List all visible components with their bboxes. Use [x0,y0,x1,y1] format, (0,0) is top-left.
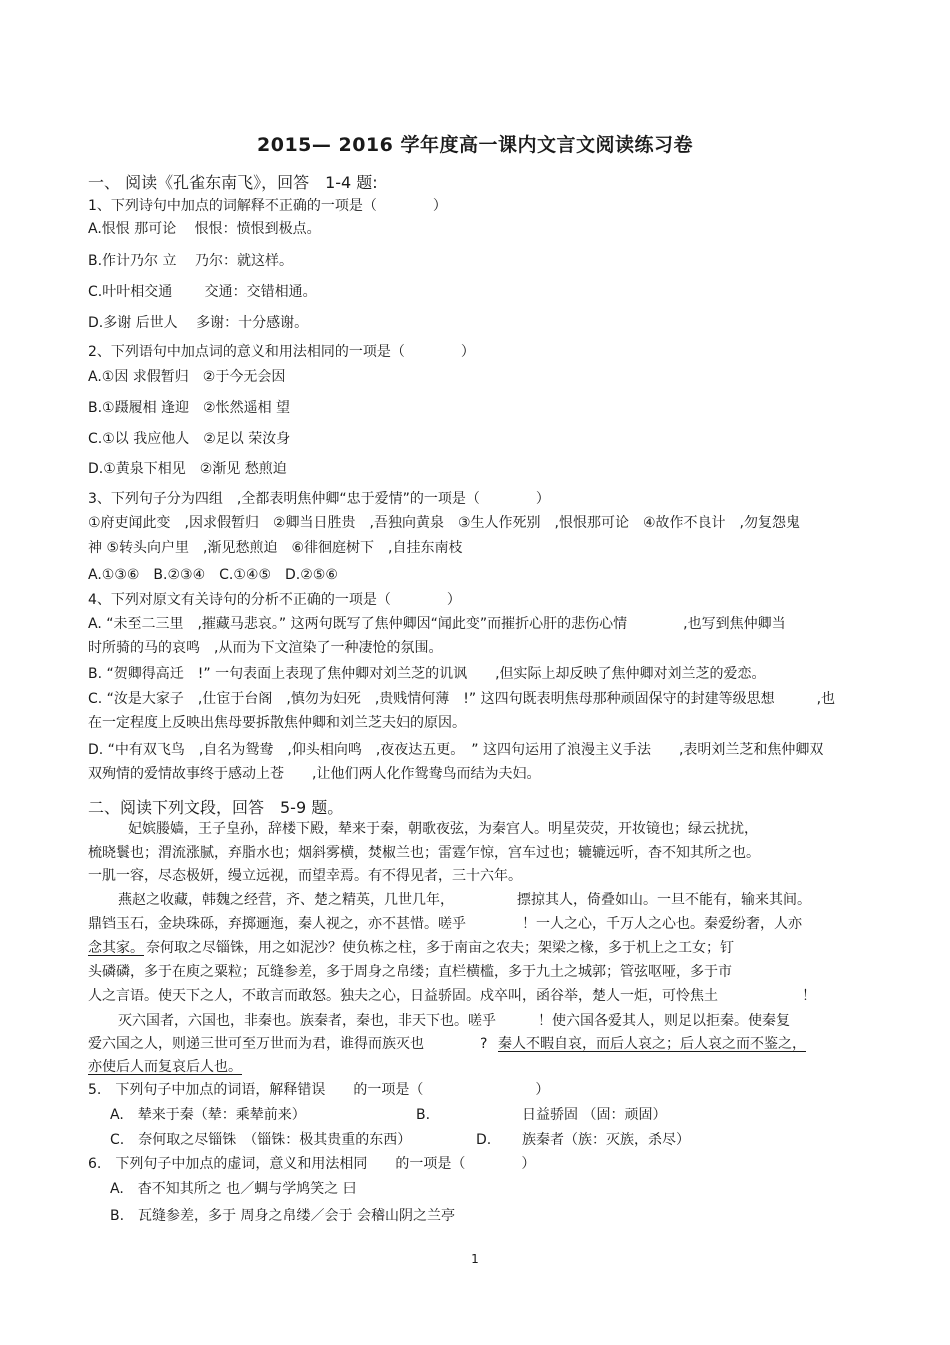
section-2-heading: 二、阅读下列文段，回答 5-9 题。 [88,798,344,817]
q3-stem: 3、下列句子分为四组 ,全都表明焦仲卿“忠于爱情”的一项是（ ） [88,491,550,507]
passage-line-10: 爱六国之人，则递三世可至万世而为君，谁得而族灭也 ? [88,1036,488,1052]
q1-option-d: D.多谢 后世人 多谢：十分感谢。 [88,315,309,331]
q3-line-2: ①府吏闻此变 ,因求假暂归 ②卿当日胜贵 ,吾独向黄泉 ③生人作死别 ,恨恨那可论 ④故作不良计 ,勿复怨鬼 [88,515,801,531]
passage-line-7: 头磷磷，多于在庾之粟粒；瓦缝参差，多于周身之帛缕；直栏横槛，多于九土之城郭；管弦呕哑，多于市 [88,964,732,980]
q5-option-c: C. 奈何取之尽锱铢 （锱铢：极其贵重的东西） [110,1132,412,1148]
passage-line-2: 梳晓鬟也；渭流涨腻，弃脂水也；烟斜雾横，焚椒兰也；雷霆乍惊，宫车过也；辘辘远听，杳不知其所之也。 [88,845,760,861]
q2-stem: 2、下列语句中加点词的意义和用法相同的一项是（ ） [88,344,475,360]
passage-line-4: 燕赵之收藏，韩魏之经营，齐、楚之精英，几世几年， 摽掠其人，倚叠如山。一旦不能有，输来其间。 [118,892,811,908]
passage-line-6: 奈何取之尽锱铢，用之如泥沙？使负栋之柱，多于南亩之农夫；架梁之椽，多于机上之工女；钉 [146,940,734,956]
q4-stem: 4、下列对原文有关诗句的分析不正确的一项是（ ） [88,592,461,608]
q6-option-b: B. 瓦缝参差，多于 周身之帛缕／会于 会稽山阴之兰亭 [110,1208,455,1224]
section-1-heading: 一、 阅读《孔雀东南飞》，回答 1-4 题: [88,173,378,192]
q1-option-c: C.叶叶相交通 交通：交错相通。 [88,284,317,300]
q5-option-a: A. 辇来于秦（辇：乘辇前来） [110,1107,306,1123]
passage-line-6-underlined: 念其家。 [88,940,144,956]
q1-option-b: B.作计乃尔 立 乃尔：就这样。 [88,253,293,269]
passage-line-8: 人之言语。使天下之人，不敢言而敢怒。独夫之心，日益骄固。戍卒叫，函谷举，楚人一炬，可怜焦土 ！ [88,988,816,1004]
q6-option-a: A. 杳不知其所之 也／蜩与学鸠笑之 曰 [110,1181,357,1197]
document-title: 2015— 2016 学年度高一课内文言文阅读练习卷 [257,134,693,156]
passage-line-3: 一肌一容，尽态极妍，缦立远视，而望幸焉。有不得见者，三十六年。 [88,868,522,884]
passage-line-11-underlined: 亦使后人而复哀后人也。 [88,1059,242,1075]
passage-line-10-underlined: 秦人不暇自哀，而后人哀之；后人哀之而不鉴之， [498,1036,806,1052]
q4-option-a-line1: A. “未至二三里 ,摧藏马悲哀。” 这两句既写了焦仲卿因“闻此变”而摧折心肝的悲伤心情 ,也写到焦仲卿当 [88,616,786,632]
q4-option-d-line2: 双殉情的爱情故事终于感动上苍 ,让他们两人化作鸳鸯鸟而结为夫妇。 [88,766,541,782]
q1-stem: 1、下列诗句中加点的词解释不正确的一项是（ ） [88,198,447,214]
page-number: 1 [471,1252,479,1266]
q4-option-d-line1: D. “中有双飞鸟 ,自名为鸳鸯 ,仰头相向鸣 ,夜夜达五更。 ” 这四句运用了浪漫主义手法 ,表明刘兰芝和焦仲卿双 [88,742,824,758]
q5-option-b-label: B. [416,1107,431,1123]
q6-stem: 6. 下列句子中加点的虚词，意义和用法相同 的一项是（ ） [88,1156,536,1172]
q5-stem: 5. 下列句子中加点的词语，解释错误 的一项是（ ） [88,1082,550,1098]
q2-option-c: C.①以 我应他人 ②足以 荣汝身 [88,431,291,447]
q2-option-b: B.①蹑履相 逢迎 ②怅然遥相 望 [88,400,291,416]
q1-option-a: A.恨恨 那可论 恨恨：愤恨到极点。 [88,221,321,237]
q4-option-b: B. “贺卿得高迁 !” 一句表面上表现了焦仲卿对刘兰芝的讥讽 ,但实际上却反映了焦仲卿对刘兰芝的爱恋。 [88,666,766,682]
q3-line-3: 神 ⑤转头向户里 ,渐见愁煎迫 ⑥徘徊庭树下 ,自挂东南枝 [88,540,463,556]
q5-option-b-text: 日益骄固 （固：顽固） [522,1107,667,1123]
q5-option-d-text: 族秦者（族：灭族，杀尽） [522,1132,690,1148]
q4-option-a-line2: 时所骑的马的哀鸣 ,从而为下文渲染了一种凄怆的氛围。 [88,640,443,656]
q5-option-d-label: D. [476,1132,492,1148]
passage-line-9: 灭六国者，六国也，非秦也。族秦者，秦也，非天下也。嗟乎 ！使六国各爱其人，则足以拒秦。使秦复 [118,1013,790,1029]
q4-option-c-line2: 在一定程度上反映出焦母要拆散焦仲卿和刘兰芝夫妇的原因。 [88,715,466,731]
q4-option-c-line1: C. “汝是大家子 ,仕宦于台阁 ,慎勿为妇死 ,贵贱情何薄 !” 这四句既表明焦母那种顽固保守的封建等级思想 ,也 [88,691,836,707]
q3-options: A.①③⑥ B.②③④ C.①④⑤ D.②⑤⑥ [88,567,338,583]
q2-option-d: D.①黄泉下相见 ②渐见 愁煎迫 [88,461,287,477]
passage-line-1: 妃嫔媵嫱，王子皇孙，辞楼下殿，辇来于秦，朝歌夜弦，为秦宫人。明星荧荧，开妆镜也；绿云扰扰， [128,821,758,837]
passage-line-5: 鼎铛玉石，金块珠砾，弃掷逦迤，秦人视之，亦不甚惜。嗟乎 ！一人之心，千万人之心也。秦爱纷奢，人亦 [88,916,802,932]
q2-option-a: A.①因 求假暂归 ②于今无会因 [88,369,286,385]
